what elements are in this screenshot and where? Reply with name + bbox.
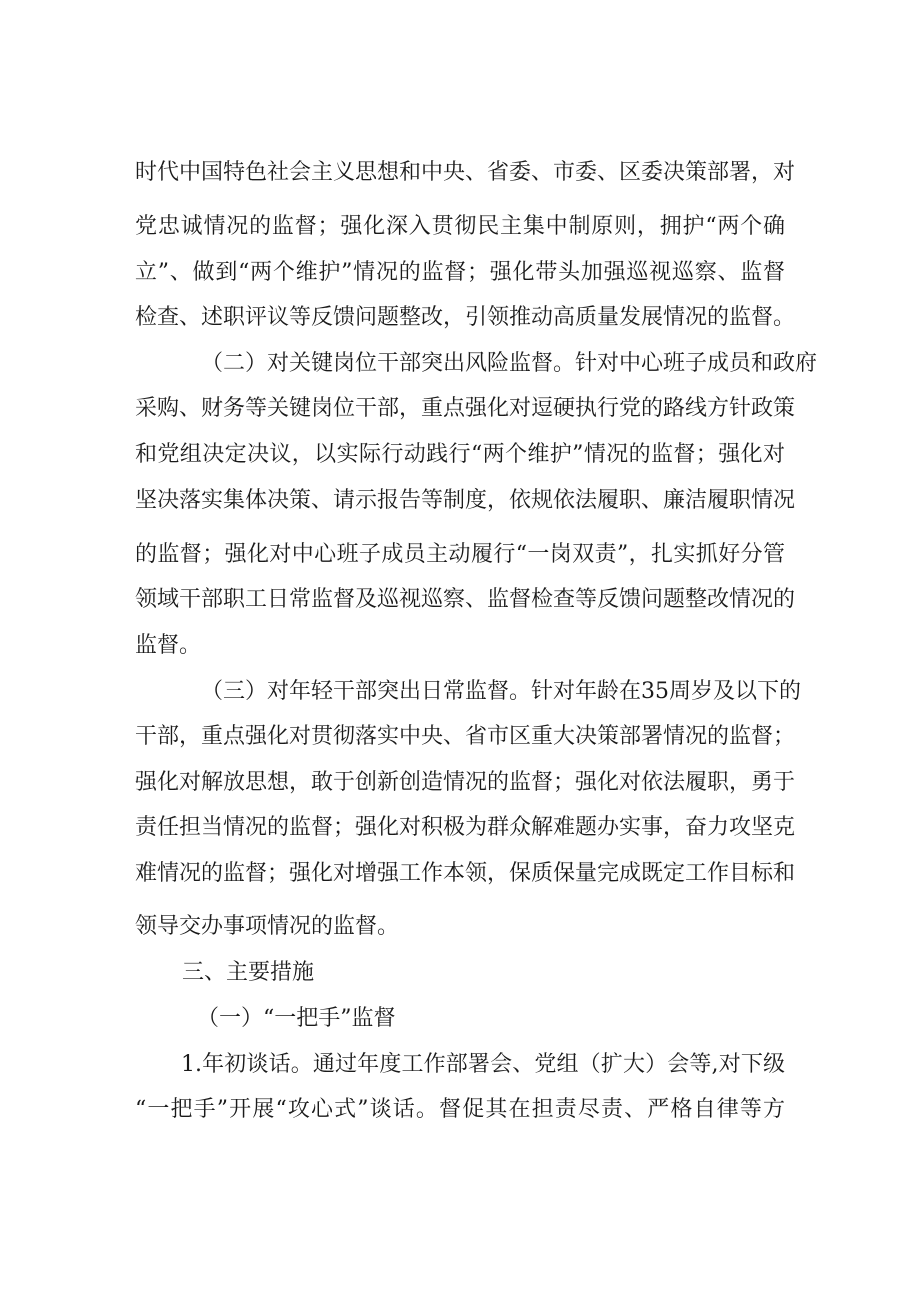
body-text-line: 的监督；强化对中心班子成员主动履行“一岗双责”，扎实抓好分管 — [135, 542, 785, 567]
body-text-line: 干部，重点强化对贯彻落实中央、省市区重大决策部署情况的监督； — [135, 724, 796, 749]
numbered-item: 1.年初谈话。通过年度工作部署会、党组（扩大）会等,对下级 — [181, 1052, 785, 1077]
body-text-line: 强化对解放思想，敢于创新创造情况的监督；强化对依法履职，勇于 — [135, 770, 796, 795]
body-text-line: 时代中国特色社会主义思想和中央、省委、市委、区委决策部署，对 — [135, 160, 796, 185]
body-text-line: 责任担当情况的监督；强化对积极为群众解难题办实事，奋力攻坚克 — [135, 815, 796, 840]
chapter-heading: 三、主要措施 — [182, 960, 315, 985]
body-text-line: 领域干部职工日常监督及巡视巡察、监督检查等反馈问题整改情况的 — [135, 587, 796, 612]
section-heading-3: （三）对年轻干部突出日常监督。针对年龄在35周岁及以下的 — [201, 679, 801, 704]
body-text-line: 党忠诚情况的监督；强化深入贯彻民主集中制原则，拥护“两个确 — [135, 214, 785, 239]
body-text-line: 和党组决定决议，以实际行动践行“两个维护”情况的监督；强化对 — [135, 442, 785, 467]
body-text-line: 检查、述职评议等反馈问题整改，引领推动高质量发展情况的监督。 — [135, 305, 796, 330]
body-text-line: 难情况的监督；强化对增强工作本领，保质保量完成既定工作目标和 — [135, 861, 796, 886]
body-text-line: 监督。 — [135, 633, 202, 658]
body-text-line: 立”、做到“两个维护”情况的监督；强化带头加强巡视巡察、监督 — [135, 260, 785, 285]
sub-heading: （一）“一把手”监督 — [197, 1006, 396, 1031]
body-text-line: 坚决落实集体决策、请示报告等制度，依规依法履职、廉洁履职情况 — [135, 488, 796, 513]
body-text-line: 领导交办事项情况的监督。 — [135, 914, 400, 939]
body-text-line: “一把手”开展“攻心式”谈话。督促其在担责尽责、严格自律等方 — [135, 1097, 785, 1122]
section-heading-2: （二）对关键岗位干部突出风险监督。针对中心班子成员和政府 — [201, 351, 818, 376]
body-text-line: 采购、财务等关键岗位干部，重点强化对逗硬执行党的路线方针政策 — [135, 396, 796, 421]
